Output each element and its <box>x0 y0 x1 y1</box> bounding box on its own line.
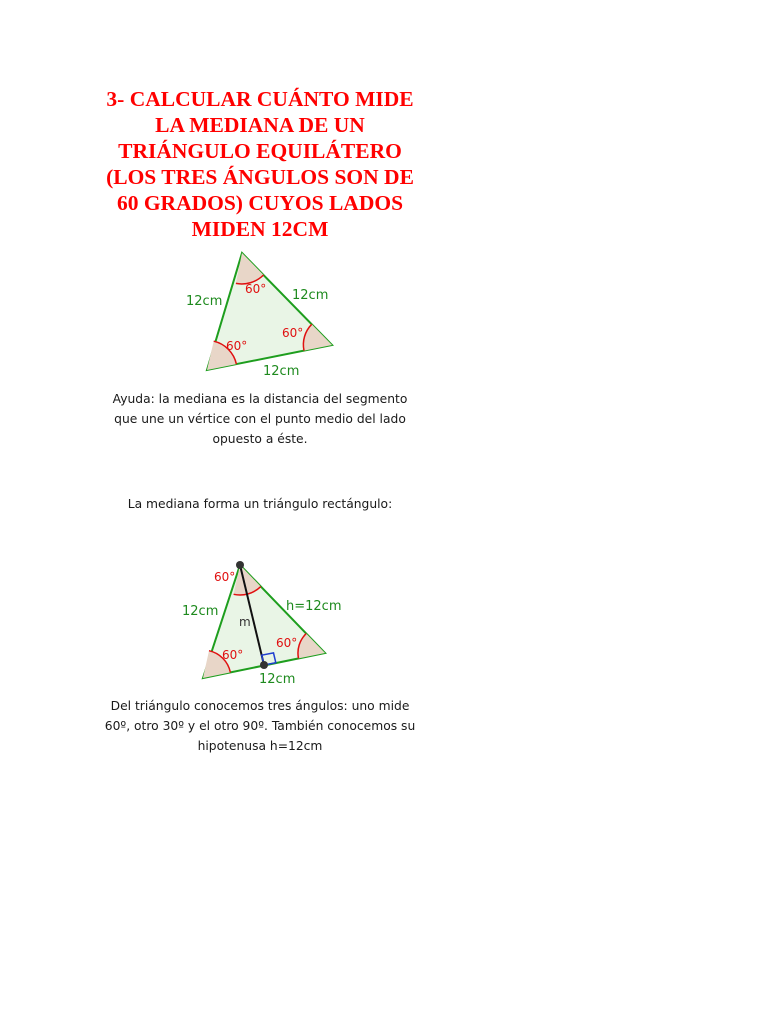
side-label-left: 12cm <box>182 604 219 619</box>
title-line: 60 GRADOS) CUYOS LADOS <box>116 191 404 215</box>
hint-line: opuesto a éste. <box>212 432 308 446</box>
hint-line: que une un vértice con el punto medio del lado <box>114 412 406 426</box>
angle-label-left: 60° <box>222 648 244 662</box>
angle-label-right: 60° <box>282 326 304 340</box>
title-line: (LOS TRES ÁNGULOS SON DE <box>106 165 414 189</box>
conclusion-line: hipotenusa h=12cm <box>197 739 323 753</box>
side-label-right: h=12cm <box>286 599 342 614</box>
title-line: MIDEN 12CM <box>191 217 329 241</box>
title-line: LA MEDIANA DE UN <box>155 113 365 137</box>
angle-label-right: 60° <box>276 636 298 650</box>
side-label-bottom: 12cm <box>263 364 300 379</box>
angle-label-left: 60° <box>226 339 248 353</box>
side-label-right: 12cm <box>292 288 329 303</box>
conclusion-line: Del triángulo conocemos tres ángulos: uno mide <box>110 699 410 713</box>
angle-label-top: 60° <box>214 570 236 584</box>
title-line: 3- CALCULAR CUÁNTO MIDE <box>106 87 414 111</box>
midpoint-point <box>260 661 268 669</box>
statement-line: La mediana forma un triángulo rectángulo: <box>127 497 393 511</box>
conclusion-paragraph <box>100 696 420 756</box>
hint-line: Ayuda: la mediana es la distancia del segmento <box>112 392 408 406</box>
vertex-point <box>236 561 244 569</box>
median-label: m <box>239 615 251 629</box>
conclusion-line: 60º, otro 30º y el otro 90º. También conocemos su <box>104 719 416 733</box>
title-line: TRIÁNGULO EQUILÁTERO <box>118 139 402 163</box>
side-label-bottom: 12cm <box>259 672 296 687</box>
angle-label-top: 60° <box>245 282 267 296</box>
side-label-left: 12cm <box>186 294 223 309</box>
